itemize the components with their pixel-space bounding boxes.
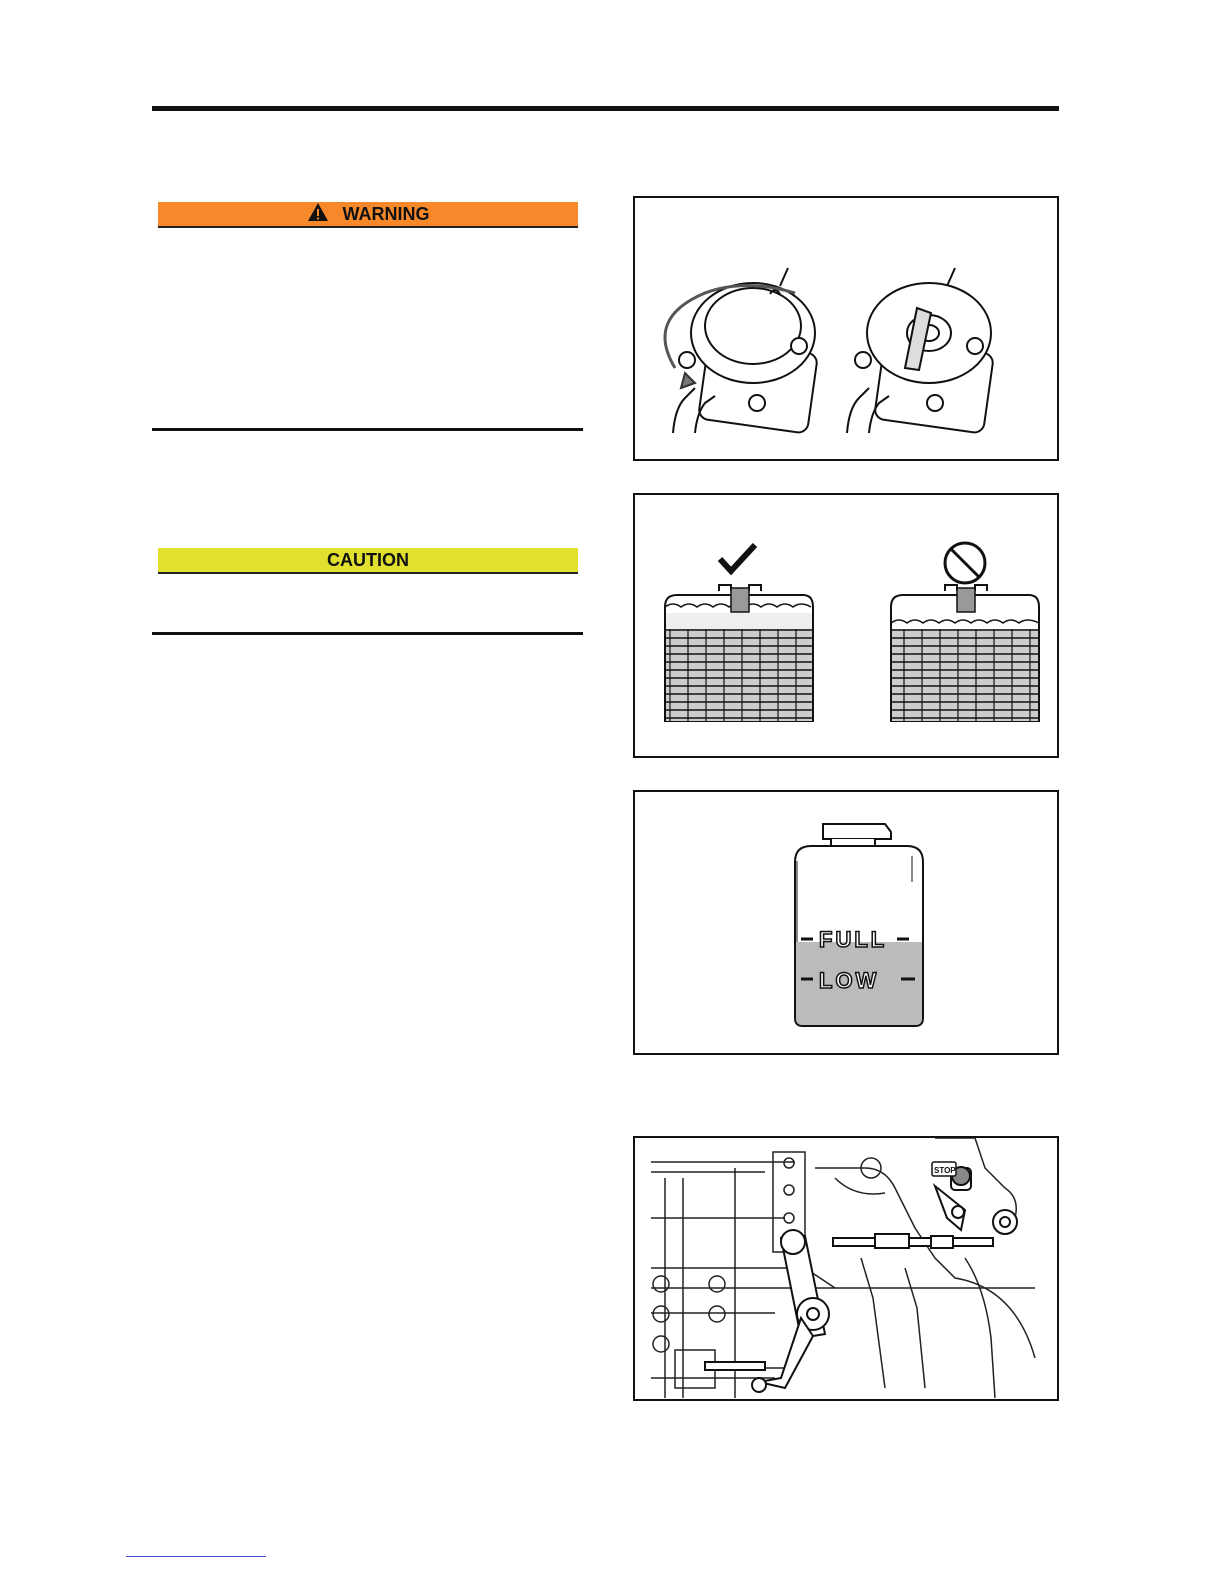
caution-label: CAUTION	[327, 549, 409, 570]
low-label: LOW	[819, 968, 880, 993]
figure-reserve-tank	[633, 790, 1059, 1055]
section-rule-2	[152, 632, 583, 635]
figure-radiator-cap	[633, 196, 1059, 461]
warning-banner	[158, 202, 578, 228]
check-icon	[720, 545, 755, 571]
figure-coolant-level	[633, 493, 1059, 758]
full-label: FULL	[819, 927, 888, 952]
warning-label: WARNING	[342, 203, 430, 224]
prohibited-icon	[945, 543, 985, 583]
filler-neck-left	[731, 588, 749, 612]
footer-link-underline	[126, 1556, 266, 1557]
warning-triangle-icon	[307, 202, 329, 227]
radiator-cap-illustration	[635, 198, 1057, 459]
section-rule-1	[152, 428, 583, 431]
coolant-level-illustration	[635, 495, 1057, 756]
stop-linkage-illustration	[635, 1138, 1057, 1404]
filler-neck-right	[957, 588, 975, 612]
header-rule	[152, 106, 1059, 111]
reserve-tank-illustration	[635, 792, 1057, 1053]
stop-label: STOP	[934, 1166, 956, 1175]
caution-banner	[158, 548, 578, 574]
figure-stop-linkage	[633, 1136, 1059, 1401]
